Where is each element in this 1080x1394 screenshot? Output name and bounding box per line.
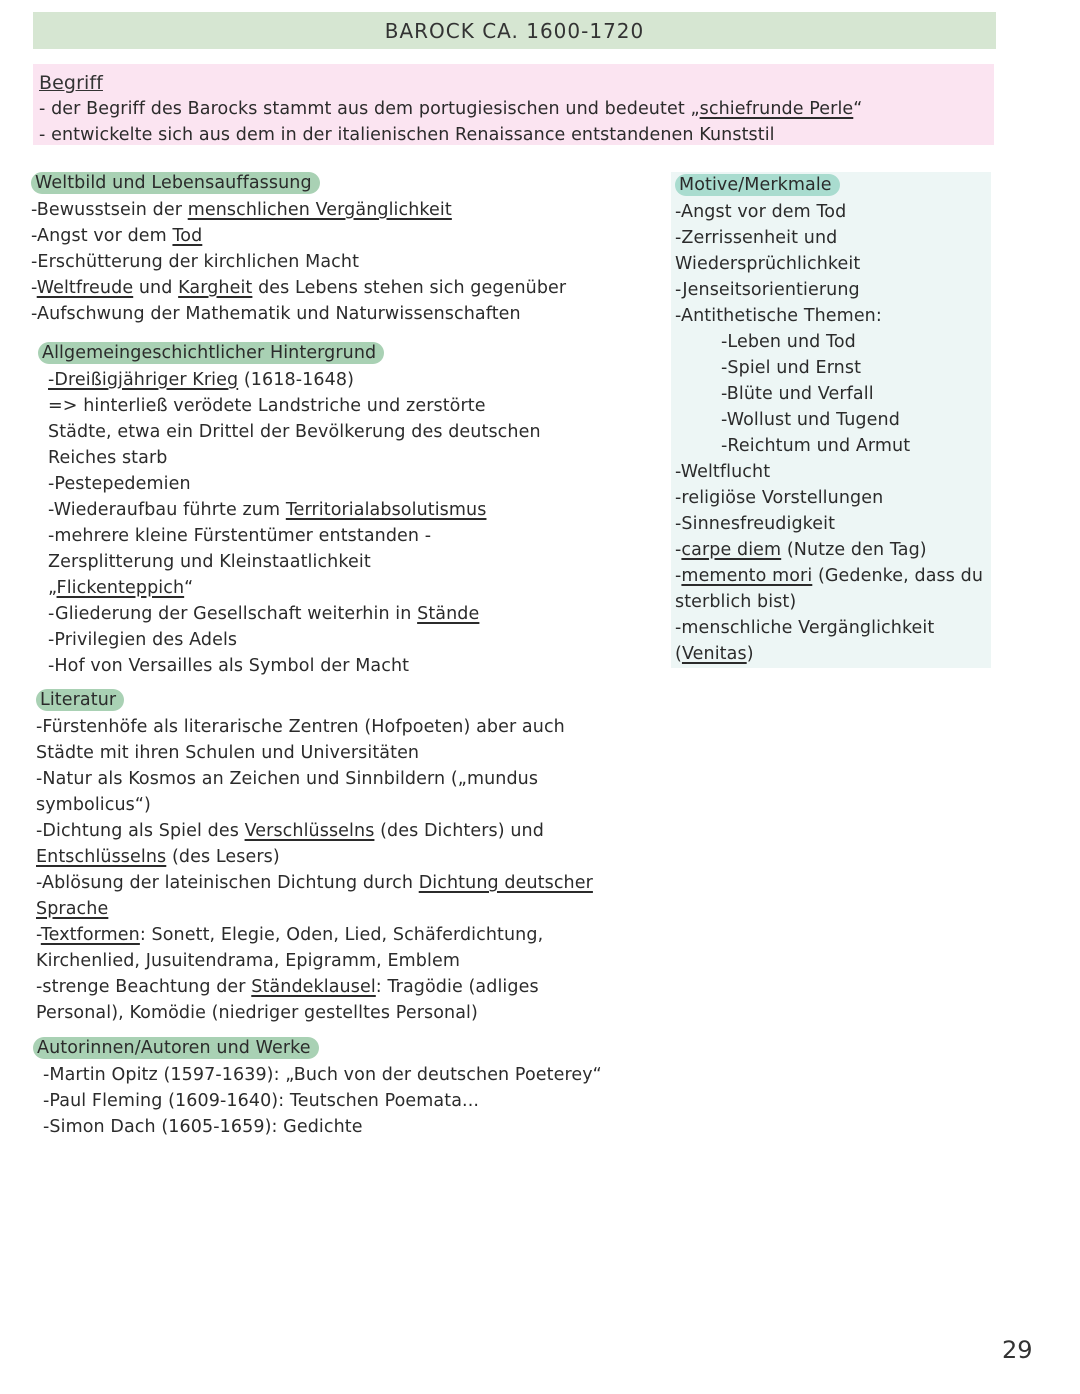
list-item: -Simon Dach (1605-1659): Gedichte — [43, 1117, 363, 1137]
list-item: -religiöse Vorstellungen — [675, 488, 884, 508]
list-item: -memento mori (Gedenke, dass du — [675, 566, 984, 586]
autoren-section — [33, 1035, 663, 1140]
list-item: -Weltfreude und Kargheit des Lebens stehen sich gegenüber — [31, 278, 567, 298]
begriff-heading: Begriff — [39, 72, 103, 94]
autoren-heading: Autorinnen/Autoren und Werke — [33, 1037, 319, 1059]
list-item: -Ablösung der lateinischen Dichtung durch Dichtung deutscher — [36, 873, 593, 893]
list-item: -Dichtung als Spiel des Verschlüsselns (des Dichters) und — [36, 821, 544, 841]
list-item: -strenge Beachtung der Ständeklausel: Tragödie (adliges — [36, 977, 539, 997]
motive-box — [671, 172, 991, 668]
list-item: -Blüte und Verfall — [721, 384, 874, 404]
list-item: Wiedersprüchlichkeit — [675, 254, 861, 274]
list-item: -Antithetische Themen: — [675, 306, 882, 326]
list-item: -carpe diem (Nutze den Tag) — [675, 540, 927, 560]
list-item: -Wollust und Tugend — [721, 410, 900, 430]
list-item: -Aufschwung der Mathematik und Naturwissenschaften — [31, 304, 521, 324]
list-item: -Zerrissenheit und — [675, 228, 838, 248]
begriff-box — [33, 64, 994, 145]
list-item: -Pestepedemien — [48, 474, 191, 494]
motive-heading: Motive/Merkmale — [675, 174, 840, 196]
list-item: -Bewusstsein der menschlichen Vergänglichkeit — [31, 200, 452, 220]
list-item: -mehrere kleine Fürstentümer entstanden - — [48, 526, 432, 546]
page-title: BAROCK CA. 1600-1720 — [384, 19, 645, 43]
list-item: -Dreißigjähriger Krieg (1618-1648) — [48, 370, 355, 390]
page-number: 29 — [1002, 1336, 1033, 1364]
list-item: -Angst vor dem Tod — [31, 226, 203, 246]
list-item: -Sinnesfreudigkeit — [675, 514, 836, 534]
list-item: => hinterließ verödete Landstriche und zerstörte — [48, 396, 486, 416]
list-item: -Hof von Versailles als Symbol der Macht — [48, 656, 410, 676]
hintergrund-heading: Allgemeingeschichtlicher Hintergrund — [38, 342, 384, 364]
list-item: -Paul Fleming (1609-1640): Teutschen Poemata... — [43, 1091, 480, 1111]
hintergrund-section — [38, 340, 668, 679]
list-item: -Erschütterung der kirchlichen Macht — [31, 252, 360, 272]
weltbild-heading: Weltbild und Lebensauffassung — [31, 172, 320, 194]
list-item: Personal), Komödie (niedriger gestelltes Personal) — [36, 1003, 478, 1023]
list-item: -Reichtum und Armut — [721, 436, 911, 456]
list-item: Entschlüsselns (des Lesers) — [36, 847, 280, 867]
literatur-section — [36, 687, 666, 1026]
list-item: symbolicus“) — [36, 795, 151, 815]
list-item: Reiches starb — [48, 448, 168, 468]
list-item: -Angst vor dem Tod — [675, 202, 847, 222]
list-item: Städte, etwa ein Drittel der Bevölkerung des deutschen — [48, 422, 541, 442]
list-item: -menschliche Vergänglichkeit — [675, 618, 935, 638]
title-bar — [33, 12, 996, 49]
list-item: -Textformen: Sonett, Elegie, Oden, Lied, Schäferdichtung, — [36, 925, 544, 945]
list-item: -Fürstenhöfe als literarische Zentren (Hofpoeten) aber auch — [36, 717, 565, 737]
list-item: -Leben und Tod — [721, 332, 856, 352]
list-item: (Venitas) — [675, 644, 754, 664]
list-item: -Jenseitsorientierung — [675, 280, 860, 300]
begriff-line-1: - der Begriff des Barocks stammt aus dem portugiesischen und bedeutet „schiefrunde Perle“ — [39, 99, 863, 119]
literatur-heading: Literatur — [36, 689, 124, 711]
list-item: Kirchenlied, Jusuitendrama, Epigramm, Emblem — [36, 951, 460, 971]
list-item: „Flickenteppich“ — [48, 578, 194, 598]
list-item: -Privilegien des Adels — [48, 630, 238, 650]
list-item: -Gliederung der Gesellschaft weiterhin in Stände — [48, 604, 480, 624]
list-item: -Weltflucht — [675, 462, 771, 482]
list-item: Sprache — [36, 899, 109, 919]
list-item: -Martin Opitz (1597-1639): „Buch von der deutschen Poeterey“ — [43, 1065, 602, 1085]
list-item: Städte mit ihren Schulen und Universitäten — [36, 743, 420, 763]
list-item: -Spiel und Ernst — [721, 358, 862, 378]
list-item: -Natur als Kosmos an Zeichen und Sinnbildern („mundus — [36, 769, 539, 789]
weltbild-section — [31, 170, 661, 327]
list-item: -Wiederaufbau führte zum Territorialabsolutismus — [48, 500, 487, 520]
begriff-line-2: - entwickelte sich aus dem in der italienischen Renaissance entstandenen Kunststil — [39, 125, 775, 145]
list-item: Zersplitterung und Kleinstaatlichkeit — [48, 552, 371, 572]
list-item: sterblich bist) — [675, 592, 797, 612]
